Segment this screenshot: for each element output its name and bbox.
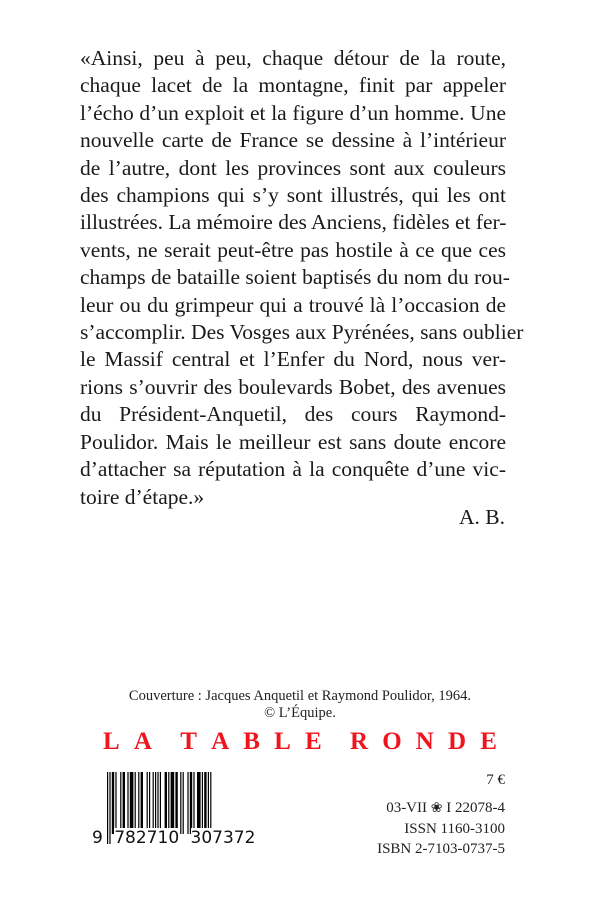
quote-line: rions s’ouvrir des boulevards Bobet, des avenues bbox=[80, 374, 506, 399]
quote-line: nouvelle carte de France se dessine à l’intérieur bbox=[80, 128, 506, 153]
publisher-letter: R bbox=[349, 728, 369, 755]
barcode-bar bbox=[112, 772, 114, 834]
quote-line: illustrées. La mémoire des Anciens, fidèles et fer- bbox=[80, 210, 507, 235]
barcode-bar bbox=[115, 772, 116, 834]
publisher-letter: B bbox=[243, 728, 260, 755]
quote-line: d’attacher sa réputation à la conquête d’une vic- bbox=[80, 457, 506, 482]
publisher-letter: E bbox=[304, 728, 322, 755]
code-left: 03-VII bbox=[386, 800, 428, 816]
quote-line: «Ainsi, peu à peu, chaque détour de la route, bbox=[80, 46, 506, 70]
publisher-letter: A bbox=[133, 728, 152, 755]
publisher-letter: E bbox=[480, 728, 497, 755]
quote-line: s’accomplir. Des Vosges aux Pyrénées, sans oublier bbox=[80, 320, 524, 345]
code-right: I 22078-4 bbox=[446, 800, 505, 816]
book-info bbox=[377, 770, 505, 859]
publisher-letter: T bbox=[180, 728, 197, 755]
copyright-line: © L’Équipe. bbox=[264, 705, 336, 721]
barcode-bar bbox=[153, 772, 154, 834]
quote-line: le Massif central et l’Enfer du Nord, nous ver- bbox=[80, 347, 506, 372]
price: 7 € bbox=[486, 772, 505, 788]
quote-line: champs de bataille soient baptisés du nom du rou- bbox=[80, 265, 510, 290]
publisher-logo-icon: ❀ bbox=[430, 801, 443, 816]
signature: A. B. bbox=[459, 505, 505, 529]
barcode-bar bbox=[141, 772, 143, 834]
publisher-letter: N bbox=[415, 728, 434, 755]
quote-line: toire d’étape.» bbox=[80, 484, 205, 509]
isbn: ISBN 2-7103-0737-5 bbox=[377, 841, 505, 857]
quote-line: Poulidor. Mais le meilleur est sans doute encore bbox=[80, 429, 506, 454]
barcode-bar bbox=[175, 772, 177, 834]
barcode-bar bbox=[190, 772, 192, 834]
barcode-bar bbox=[127, 772, 128, 834]
barcode-bar bbox=[147, 772, 148, 834]
barcode-group-2: 307372 bbox=[190, 828, 256, 848]
quote-line: chaque lacet de la montagne, finit par appeler bbox=[80, 73, 506, 98]
issn: ISSN 1160-3100 bbox=[404, 821, 505, 837]
barcode-bar bbox=[138, 772, 139, 834]
barcode-bar bbox=[187, 772, 188, 834]
back-cover-quote bbox=[80, 45, 524, 511]
publisher-letter: L bbox=[103, 728, 120, 755]
barcode-bar bbox=[165, 772, 167, 834]
quote-line: l’écho d’un exploit et la figure d’un homme. Une bbox=[80, 100, 506, 125]
barcode-bar bbox=[155, 772, 156, 834]
publisher-letter: O bbox=[382, 728, 402, 755]
barcode-bar bbox=[120, 772, 121, 834]
quote-line: vents, ne serait peut-être pas hostile à ce que ces bbox=[80, 237, 506, 262]
barcode-bar bbox=[171, 772, 175, 834]
barcode-bar bbox=[123, 772, 125, 834]
barcode-bar bbox=[130, 772, 134, 834]
barcode-bar bbox=[180, 772, 181, 834]
publisher-letter: A bbox=[211, 728, 230, 755]
credit-line: Couverture : Jacques Anquetil et Raymond Poulidor, 1964. bbox=[128, 688, 472, 704]
catalog-code bbox=[377, 798, 505, 819]
barcode-bar bbox=[193, 772, 194, 834]
barcode-first-digit: 9 bbox=[92, 828, 103, 848]
cover-credit bbox=[0, 688, 600, 722]
barcode-bar bbox=[202, 772, 203, 834]
publisher-letter: D bbox=[448, 728, 467, 755]
barcode-bar bbox=[204, 772, 206, 834]
quote-line: des champions qui s’y sont illustrés, qui les ont bbox=[80, 183, 506, 208]
barcode-bar bbox=[197, 772, 201, 834]
barcode-bar bbox=[149, 772, 150, 834]
barcode-bar bbox=[168, 772, 169, 834]
barcode-digits bbox=[92, 828, 255, 848]
barcode-bar bbox=[135, 772, 136, 834]
publisher-letter: L bbox=[274, 728, 291, 755]
quote-line: leur ou du grimpeur qui a trouvé là l’occasion de bbox=[80, 292, 506, 317]
quote-line: du Président-Anquetil, des cours Raymond- bbox=[80, 402, 506, 427]
barcode-bar bbox=[183, 772, 184, 834]
quote-line: de l’autre, dont les provinces sont aux couleurs bbox=[80, 155, 506, 180]
barcode-group-1: 782710 bbox=[114, 828, 180, 848]
publisher-name bbox=[103, 728, 497, 756]
